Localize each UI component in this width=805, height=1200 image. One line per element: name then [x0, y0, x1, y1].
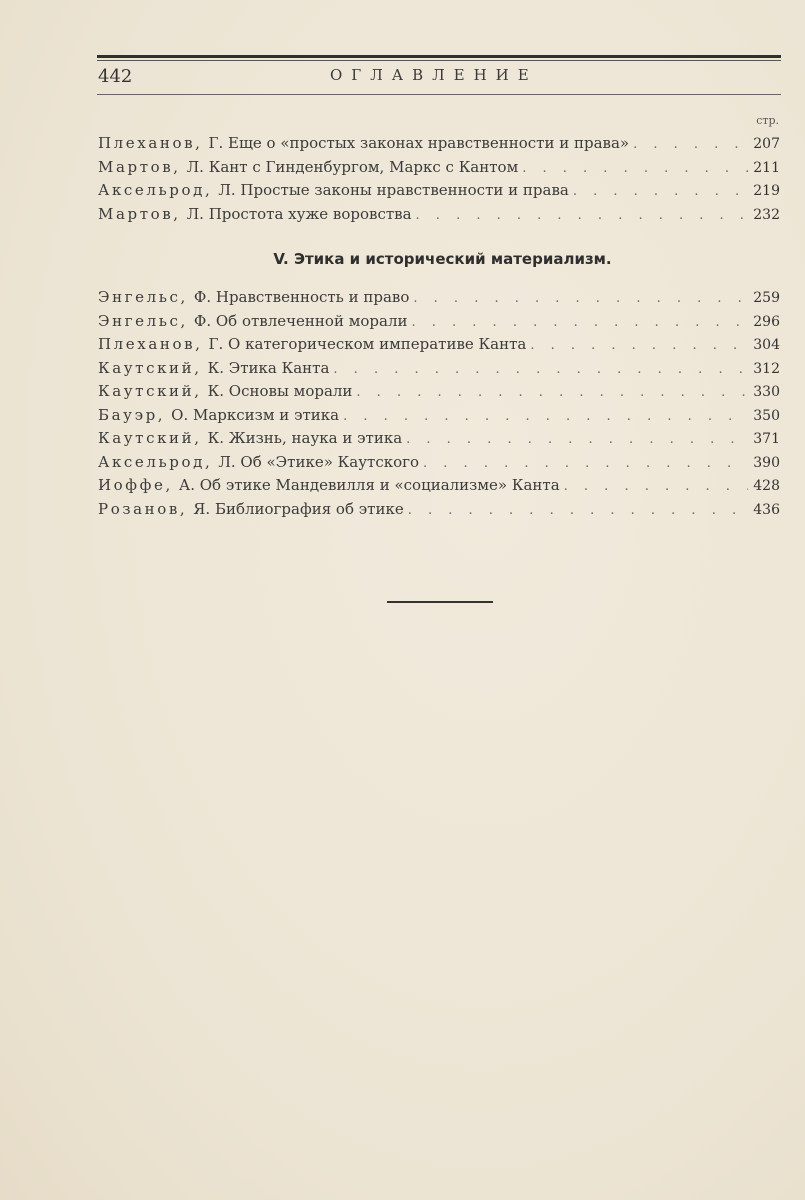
- entry-page: 436: [753, 501, 780, 518]
- entry-author: Энгельс,: [98, 311, 188, 330]
- entry-title: О. Марксизм и этика: [171, 405, 340, 424]
- entry-title: К. Основы морали: [207, 382, 353, 400]
- entry-page: 259: [753, 290, 780, 306]
- leader-dots: [356, 385, 748, 400]
- entry-author: Аксельрод,: [98, 452, 213, 471]
- entry-page: 390: [753, 454, 780, 471]
- entry-author: Мартов,: [98, 157, 181, 176]
- toc-entry: [98, 382, 780, 406]
- entry-author: Аксельрод,: [98, 181, 213, 199]
- entry-page: 219: [753, 183, 780, 199]
- toc-entry: [98, 288, 780, 312]
- toc-entry: [98, 359, 780, 383]
- leader-dots: [522, 161, 748, 176]
- entry-page: 232: [753, 206, 780, 223]
- toc-entry: [98, 406, 780, 430]
- toc-entry: [98, 181, 780, 205]
- entry-page: 371: [753, 431, 780, 447]
- entry-author: Мартов,: [98, 204, 181, 223]
- entry-page: 211: [753, 159, 780, 176]
- entry-title: Ф. Об отвлеченной морали: [193, 311, 408, 330]
- toc-entry: [98, 158, 780, 182]
- leader-dots: [573, 184, 748, 199]
- leader-dots: [416, 208, 748, 223]
- entry-author: Плеханов,: [98, 335, 203, 353]
- toc-entry: [98, 312, 780, 336]
- entry-title: Г. О категорическом императиве Канта: [208, 335, 527, 353]
- entry-author: Каутский,: [98, 429, 202, 447]
- toc-entry: [98, 134, 780, 158]
- entry-page: 330: [753, 384, 780, 400]
- leader-dots: [413, 291, 748, 306]
- leader-dots: [412, 315, 749, 330]
- toc-entry: [98, 476, 780, 500]
- entry-title: К. Этика Канта: [207, 358, 330, 377]
- section-heading: V. Этика и исторический материализм.: [273, 250, 612, 268]
- leader-dots: [406, 432, 748, 447]
- leader-dots: [530, 338, 748, 353]
- entry-author: Иоффе,: [98, 476, 173, 494]
- entry-title: Я. Библиография об этике: [193, 499, 404, 518]
- entry-author: Розанов,: [98, 499, 188, 518]
- header-rule-thick: [97, 55, 781, 58]
- entry-title: Ф. Нравственность и право: [193, 288, 410, 306]
- entry-title: К. Жизнь, наука и этика: [207, 429, 403, 447]
- leader-dots: [564, 479, 748, 494]
- leader-dots: [423, 456, 748, 471]
- toc-group-1: [98, 134, 780, 228]
- entry-page: 304: [753, 337, 780, 353]
- running-head: ОГЛАВЛЕНИЕ: [330, 66, 538, 84]
- header-underline: [97, 94, 781, 95]
- header-rule-thin: [97, 60, 781, 61]
- entry-author: Каутский,: [98, 358, 202, 377]
- page-column-label: стр.: [756, 114, 779, 127]
- entry-page: 296: [753, 313, 780, 330]
- entry-title: Л. Простота хуже воровства: [186, 204, 412, 223]
- end-rule: [387, 601, 493, 603]
- entry-title: Л. Кант с Гинденбургом, Маркс с Кантом: [186, 157, 519, 176]
- toc-group-2: [98, 288, 780, 523]
- entry-title: А. Об этике Мандевилля и «социализме» Канта: [178, 476, 560, 494]
- entry-author: Бауэр,: [98, 405, 166, 424]
- leader-dots: [408, 503, 748, 518]
- entry-page: 428: [753, 478, 780, 494]
- leader-dots: [343, 409, 748, 424]
- page-number: 442: [98, 66, 133, 87]
- entry-title: Г. Еще о «простых законах нравственности и права»: [208, 134, 630, 152]
- entry-author: Плеханов,: [98, 134, 203, 152]
- toc-entry: [98, 429, 780, 453]
- toc-entry: [98, 205, 780, 229]
- entry-page: 350: [753, 407, 780, 424]
- entry-title: Л. Об «Этике» Каутского: [218, 452, 420, 471]
- entry-title: Л. Простые законы нравственности и права: [218, 181, 569, 199]
- leader-dots: [633, 137, 748, 152]
- entry-author: Каутский,: [98, 382, 202, 400]
- entry-page: 207: [753, 136, 780, 152]
- entry-author: Энгельс,: [98, 288, 188, 306]
- toc-entry: [98, 500, 780, 524]
- toc-entry: [98, 335, 780, 359]
- leader-dots: [333, 362, 748, 377]
- toc-entry: [98, 453, 780, 477]
- entry-page: 312: [753, 360, 780, 377]
